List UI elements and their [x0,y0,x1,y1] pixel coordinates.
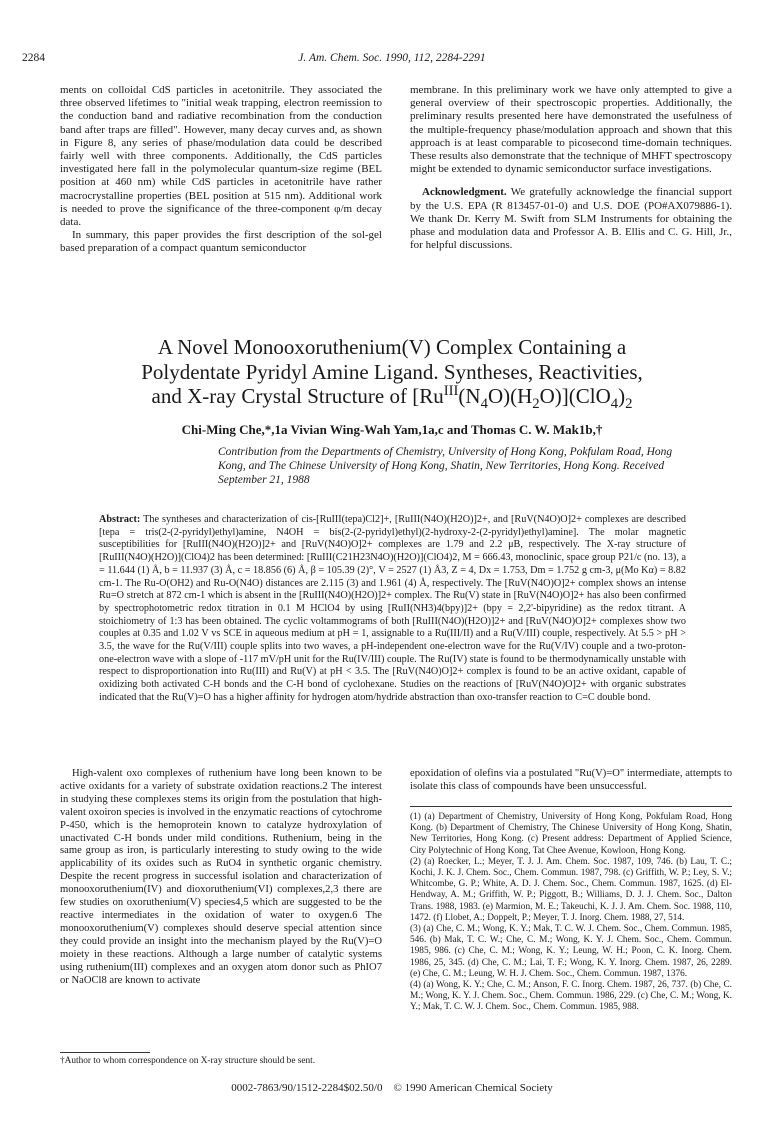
affiliation: Contribution from the Departments of Chemistry, University of Hong Kong, Pokfulam Road, Hong Kong, and The Chinese University of Hong Kong, Shatin, New Territories, Hong Kong. Received September 21, 1988 [218,446,673,486]
body-paragraph: epoxidation of olefins via a postulated "Ru(V)=O" intermediate, attempts to isolate this class of compounds have been unsuccessful. [410,768,732,792]
abstract [99,514,686,705]
prev-article-right-column [410,84,732,252]
prev-article-left-column [60,84,382,256]
body-paragraph: High-valent oxo complexes of ruthenium have long been known to be active oxidants for a variety of substrate oxidation reactions.2 The interest in studying these complexes stems its origin from the postulation that high-valent oxoiron species is involved in the enzymatic reactions of cytochrome P-450, which is the hemoprotein known to catalyze hydroxylation of unactivated C-H bonds under mild conditions. Ruthenium, being in the same group as iron, is particularly interesting to study owing to the wide applicability of its oxides such as RuO4 in synthetic organic chemistry. Despite the recent progress in successful isolation and characterization of monooxoruthenium(IV) and dioxoruthenium(VI) complexes,2,3 there are few studies on oxoruthenium(V) species4,5 which are suggested to be the reactive intermediates in the oxidation of water to oxygen.6 The monooxoruthenium(V) complexes should deserve special attention since they could provide an insight into the mechanism played by the Ru(V)=O moiety in these reactions. Although a large number of catalytic systems using ruthenium(III) complexes and an oxygen atom donor such as PhIO7 or NaOCl8 are known to activate [60,768,382,986]
acknowledgment [410,186,732,252]
footer-code: 0002-7863/90/1512-2284$02.50/0 [231,1082,383,1094]
abstract-text: The syntheses and characterization of cis-[RuIII(tepa)Cl2]+, [RuIII(N4O)(H2O)]2+, and [RuV(N4O)O]2+ complexes are described [tepa = tris(2-(2-pyridyl)ethyl)amine, N4OH = bis(2-(2-pyridyl)ethyl)(2-hydroxy-2-(2-pyridyl)ethyl)amine]. The molar magnetic susceptibilities for [RuIII(N4O)(H2O)]2+ and [RuV(N4O)O]2+ complexes are 1.79 and 2.2 μB, respectively. The X-ray structure of [RuIII(N4O)(H2O)](ClO4)2 has been determined: [RuIII(C21H23N4O)(H2O)](ClO4)2, M = 666.43, monoclinic, space group P21/c (no. 13), a = 11.644 (1) Å, b = 11.937 (3) Å, c = 18.856 (6) Å, β = 105.39 (2)°, V = 2527 (1) Å3, Z = 4, Dx = 1.753, Dm = 1.752 g cm-3, μ(Mo Kα) = 8.82 cm-1. The Ru-O(OH2) and Ru-O(N4O) distances are 2.115 (3) and 1.961 (4) Å, respectively. The [RuV(N4O)O]2+ complex shows an intense Ru=O stretch at 872 cm-1 which is absent in the [RuIII(N4O)(H2O)]2+ complex. The Ru(V) state in [RuV(N4O)O]2+ has also been confirmed by spectrophotometric redox titration in 0.1 M HClO4 by using [RuII(NH3)4(bpy)]2+ (bpy = 2,2'-bipyridine) as the redox titrant. A stoichiometry of 1:3 has been obtained. The cyclic voltammograms of both [RuIII(N4O)(H2O)]2+ and [RuV(N4O)O]2+ complexes show two couples at 0.35 and 1.02 V vs SCE in aqueous medium at pH = 1, assignable to a Ru(III/II) and a Ru(V/III) couple, respectively. At 5.5 > pH > 3.5, the wave for the Ru(V/III) couple splits into two waves, a pH-independent one-electron wave for the Ru(V/IV) couple and a two-proton-one-electron wave with a slope of -117 mV/pH unit for the Ru(IV/III) couple. The Ru(IV) state is found to be thermodynamically unstable with respect to disproportionation into Ru(III) and Ru(V) at pH < 3.5. The [RuV(N4O)O]2+ complex is found to be an active oxidant, capable of oxidizing both activated C-H bonds and the C-H bond of cyclohexane. Studies on the reactions of [RuV(N4O)O]2+ with organic substrates indicated that the Ru(V)=O has a higher affinity for hydrogen atom/hydride abstraction than oxo-transfer reaction to C=C double bond. [99,514,686,703]
page-footer [0,1082,784,1094]
article-title [0,335,784,413]
title-line: A Novel Monooxoruthenium(V) Complex Containing a [157,335,627,359]
reference: (1) (a) Department of Chemistry, University of Hong Kong, Pokfulam Road, Hong Kong. (b) Department of Chemistry, The Chinese University of Hong Kong, Shatin, New Territories, Hong Kong. (c) Present address: Department of Applied Science, City Polytechnic of Hong Kong, Tat Chee Avenue, Kowloon, Hong Kong. [410,812,732,856]
footnote-rule [60,1052,150,1053]
reference: (3) (a) Che, C. M.; Wong, K. Y.; Mak, T. C. W. J. Chem. Soc., Chem. Commun. 1985, 546. (b) Mak, T. C. W.; Che, C. M.; Wong, K. Y. J. Chem. Soc., Chem. Commun. 1985, 986. (c) Che, C. M.; Wong, K. Y.; Leung, W. H.; Poon, C. K. Inorg. Chem. 1986, 25, 345. (d) Che, C. M.; Lai, T. F.; Wong, K. Y. Inorg. Chem. 1987, 26, 2289. (e) Che, C. M.; Leung, W. H. J. Chem. Soc., Chem. Commun. 1987, 1376. [410,924,732,979]
prev-paragraph: membrane. In this preliminary work we have only attempted to give a general overview of their spectroscopic properties. Additionally, the preliminary results presented here have demonstrated the usefulness of the multiple-frequency phase/modulation approach and shown that this approach is at least comparable to picosecond time-domain techniques. These results also demonstrate that the technique of MHFT spectroscopy might be extended to dynamic semiconductor surface investigations. [410,84,732,176]
reference: (4) (a) Wong, K. Y.; Che, C. M.; Anson, F. C. Inorg. Chem. 1987, 26, 737. (b) Che, C. M.; Wong, K. Y. J. Chem. Soc., Chem. Commun. 1986, 229. (c) Che, C. M.; Wong, K. Y.; Mak, T. C. W. J. Chem. Soc., Chem. Commun. 1985, 988. [410,980,732,1013]
acknowledgment-label: Acknowledgment. [422,186,507,199]
title-line: Polydentate Pyridyl Amine Ligand. Syntheses, Reactivities, [141,359,643,384]
authors: Chi-Ming Che,*,1a Vivian Wing-Wah Yam,1a,c and Thomas C. W. Mak1b,† [181,422,603,437]
body-left-column [60,768,382,987]
acknowledgment-text: We gratefully acknowledge the financial support by the U.S. EPA (R 813457-01-0) and U.S. DOE (PO#AX079886-1). We thank Dr. Kerry M. Swift from SLM Instruments for obtaining the phase and modulation data and Professor A. B. Ellis and C. G. Hill, Jr., for helpful discussions. [410,186,732,252]
correspondence-footnote: †Author to whom correspondence on X-ray structure should be sent. [60,1056,316,1066]
running-header: J. Am. Chem. Soc. 1990, 112, 2284-2291 [298,52,486,64]
references [410,812,732,1014]
reference: (2) (a) Roecker, L.; Meyer, T. J. J. Am. Chem. Soc. 1987, 109, 746. (b) Lau, T. C.; Kochi, J. K. J. Chem. Soc., Chem. Commun. 1987, 798. (c) Griffith, W. P.; Ley, S. V.; Whitcombe, G. P.; White, A. D. J. Chem. Soc., Chem. Commun. 1987, 1625. (d) El-Hendway, A. M.; Griffith, W. P.; Piggott, B.; Williams, D. J. J. Chem. Soc., Dalton Trans. 1988, 1983. (e) Marmion, M. E.; Takeuchi, K. J. J. Am. Chem. Soc. 1988, 110, 1472. (f) Llobet, A.; Doppelt, P.; Meyer, T. J. Inorg. Chem. 1988, 27, 514. [410,856,732,923]
title-line: and X-ray Crystal Structure of $[Ru^{III}(N_4O)(H_2O)](ClO_4)_2$ [151,383,633,413]
page-number: 2284 [22,52,45,64]
abstract-label: Abstract: [99,514,141,525]
footer-copyright: © 1990 American Chemical Society [393,1082,553,1094]
prev-paragraph: In summary, this paper provides the first description of the sol-gel based preparation of a compact quantum semiconductor [60,229,382,255]
body-right-column [410,768,732,794]
references-rule [410,806,732,807]
prev-paragraph: ments on colloidal CdS particles in acetonitrile. They associated the three observed lifetimes to "initial weak trapping, electron reemission to the conduction band and radiative recombination from the conduction band after traps are filled". However, many decay curves and, as shown in Figure 8, any series of phase/modulation data could be described fairly well with three components. Additionally, the CdS particles investigated here fall in the polymolecular quantum-size regime (BEL position at 460 nm) while CdS particles in acetonitrile have rather macrocrystalline properties (BEL position at 515 nm). Additional work is needed to prove the significance of the three-component φ/m decay data. [60,84,382,229]
